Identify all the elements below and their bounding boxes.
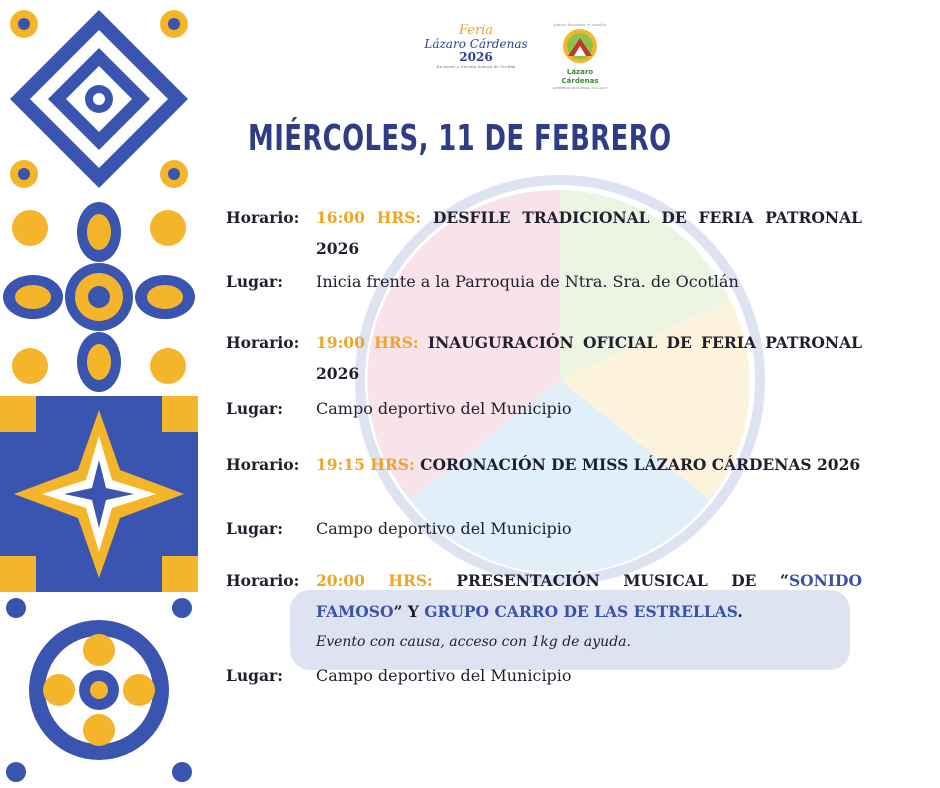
header-logos — [420, 22, 620, 90]
horario-label: Horario: — [226, 333, 300, 352]
tile-star — [0, 396, 198, 592]
lugar-label: Lugar: — [226, 519, 283, 538]
event-3-description — [316, 449, 862, 480]
horario-label: Horario: — [226, 455, 300, 474]
event-4-note: Evento con causa, acceso con 1kg de ayuda. — [316, 634, 631, 650]
feria-logo-line4: En honor a Nuestra Señora de Ocotlán — [436, 64, 516, 69]
event-2-place: Campo deportivo del Municipio — [316, 399, 572, 418]
feria-logo-line1: Feria — [458, 23, 494, 38]
event-3-title: CORONACIÓN DE MISS LÁZARO CÁRDENAS 2026 — [420, 455, 861, 474]
tile-diamond — [0, 0, 198, 198]
event-1-time: 16:00 HRS: — [316, 208, 422, 227]
event-2-description — [316, 327, 862, 389]
talavera-tile-border — [0, 0, 198, 788]
event-4-time: 20:00 HRS: — [316, 571, 433, 590]
tile-flower — [0, 198, 198, 396]
page-title: MIÉRCOLES, 11 DE FEBRERO — [248, 118, 672, 159]
municipio-logo-caption: Juntos hacemos el cambio — [553, 22, 607, 27]
event-1-description — [316, 202, 862, 264]
horario-label: Horario: — [226, 208, 300, 227]
event-4-title-end: . — [737, 602, 743, 621]
horario-label: Horario: — [226, 571, 300, 590]
feria-logo-line2: Lázaro Cárdenas — [424, 37, 528, 51]
event-4-artist-1: SONIDO FAMOSO — [316, 571, 862, 621]
event-4-description — [316, 565, 862, 627]
event-4-title-pre: PRESENTACIÓN MUSICAL DE “ — [456, 571, 789, 590]
event-4-artist-2: GRUPO CARRO DE LAS ESTRELLAS — [424, 602, 738, 621]
tile-rosette — [0, 592, 198, 788]
lugar-label: Lugar: — [226, 272, 283, 291]
event-3-time: 19:15 HRS: — [316, 455, 415, 474]
feria-logo — [420, 24, 532, 70]
feria-logo-line3: 2026 — [459, 50, 493, 64]
lugar-label: Lugar: — [226, 399, 283, 418]
event-2-title: INAUGURACIÓN OFICIAL DE FERIA PATRONAL 2026 — [316, 333, 862, 383]
event-1-place: Inicia frente a la Parroquia de Ntra. Sra. de Ocotlán — [316, 272, 739, 291]
municipio-emblem-icon — [560, 28, 600, 64]
event-4-title-mid: ” Y — [393, 602, 425, 621]
event-1-title: DESFILE TRADICIONAL DE FERIA PATRONAL 2026 — [316, 208, 862, 258]
event-3-place: Campo deportivo del Municipio — [316, 519, 572, 538]
lugar-label: Lugar: — [226, 666, 283, 685]
municipio-logo — [552, 22, 608, 91]
municipio-logo-name: Lázaro Cárdenas — [561, 68, 599, 85]
event-4-place: Campo deportivo del Municipio — [316, 666, 572, 685]
municipio-logo-sub: GOBIERNO MUNICIPAL 2024-2027 — [552, 86, 608, 90]
event-2-time: 19:00 HRS: — [316, 333, 419, 352]
